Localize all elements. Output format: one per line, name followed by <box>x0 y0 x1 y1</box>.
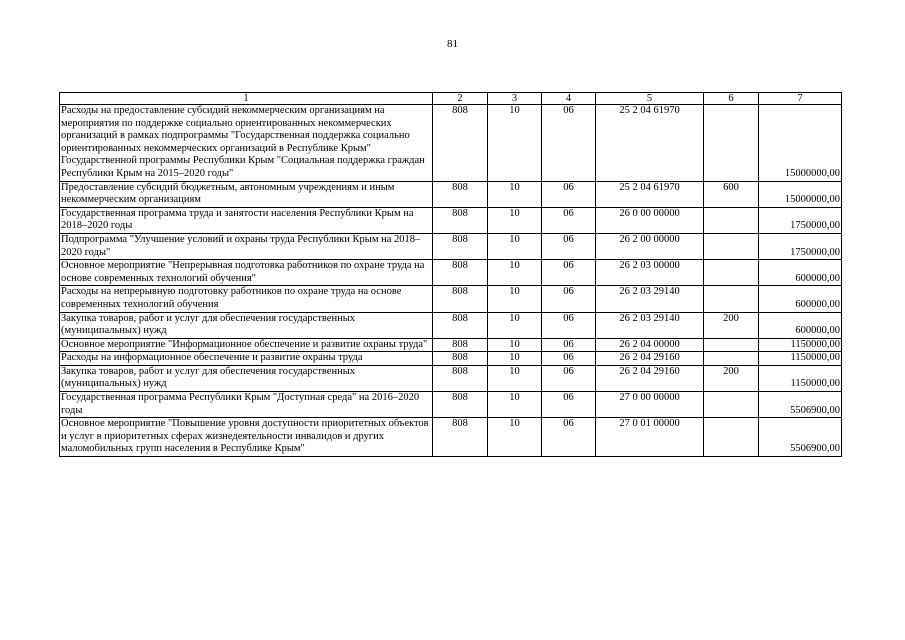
row-amount: 1750000,00 <box>759 233 842 259</box>
row-target-article: 26 2 00 00000 <box>596 233 704 259</box>
column-header: 2 <box>433 93 488 105</box>
row-amount: 15000000,00 <box>759 105 842 182</box>
row-description: Государственная программа труда и занятости населения Республики Крым на 2018–2020 годы <box>60 207 433 233</box>
table-row <box>60 352 842 366</box>
row-target-article: 26 2 04 29160 <box>596 365 704 391</box>
row-section: 10 <box>488 418 542 457</box>
row-subsection: 06 <box>542 312 596 338</box>
row-target-article: 26 2 03 29140 <box>596 286 704 312</box>
row-description: Предоставление субсидий бюджетным, автономным учреждениям и иным некоммерческим организациям <box>60 181 433 207</box>
row-section: 10 <box>488 286 542 312</box>
row-section: 10 <box>488 105 542 182</box>
row-description: Основное мероприятие "Непрерывная подготовка работников по охране труда на основе современных технологий обучения" <box>60 260 433 286</box>
row-amount: 600000,00 <box>759 286 842 312</box>
row-description: Расходы на информационное обеспечение и развитие охраны труда <box>60 352 433 366</box>
row-section: 10 <box>488 338 542 352</box>
row-code: 808 <box>433 105 488 182</box>
row-code: 808 <box>433 233 488 259</box>
row-section: 10 <box>488 207 542 233</box>
row-subsection: 06 <box>542 418 596 457</box>
table-row <box>60 365 842 391</box>
row-code: 808 <box>433 312 488 338</box>
row-target-article: 27 0 00 00000 <box>596 392 704 418</box>
page-number: 81 <box>447 38 458 50</box>
column-header: 5 <box>596 93 704 105</box>
row-subsection: 06 <box>542 260 596 286</box>
table-row <box>60 181 842 207</box>
row-description: Расходы на непрерывную подготовку работников по охране труда на основе современных технологий обучения <box>60 286 433 312</box>
row-expense-type <box>704 105 759 182</box>
column-header: 6 <box>704 93 759 105</box>
row-description: Подпрограмма "Улучшение условий и охраны труда Республики Крым на 2018–2020 годы" <box>60 233 433 259</box>
row-code: 808 <box>433 365 488 391</box>
row-amount: 1150000,00 <box>759 338 842 352</box>
row-code: 808 <box>433 181 488 207</box>
row-amount: 1150000,00 <box>759 365 842 391</box>
row-amount: 600000,00 <box>759 312 842 338</box>
row-expense-type <box>704 233 759 259</box>
table-row <box>60 207 842 233</box>
row-target-article: 26 2 03 29140 <box>596 312 704 338</box>
row-code: 808 <box>433 260 488 286</box>
row-amount: 5506900,00 <box>759 418 842 457</box>
row-subsection: 06 <box>542 207 596 233</box>
row-expense-type <box>704 207 759 233</box>
table-row <box>60 105 842 182</box>
header-row <box>60 93 842 105</box>
row-amount: 600000,00 <box>759 260 842 286</box>
column-header: 1 <box>60 93 433 105</box>
row-target-article: 26 2 03 00000 <box>596 260 704 286</box>
row-expense-type: 200 <box>704 365 759 391</box>
row-code: 808 <box>433 352 488 366</box>
column-header: 3 <box>488 93 542 105</box>
row-section: 10 <box>488 233 542 259</box>
row-expense-type <box>704 286 759 312</box>
row-description: Закупка товаров, работ и услуг для обеспечения государственных (муниципальных) нужд <box>60 365 433 391</box>
row-target-article: 26 2 04 00000 <box>596 338 704 352</box>
row-section: 10 <box>488 312 542 338</box>
row-subsection: 06 <box>542 105 596 182</box>
table-row <box>60 233 842 259</box>
row-subsection: 06 <box>542 286 596 312</box>
row-target-article: 27 0 01 00000 <box>596 418 704 457</box>
row-expense-type <box>704 260 759 286</box>
row-description: Расходы на предоставление субсидий некоммерческим организациям на мероприятия по поддержке социально ориентированных некоммерческих организаций в рамках подпрограммы "Государственная поддержка социально ориентированных некоммерческих организаций в Республике Крым" Государственной программы Республики Крым "Социальная поддержка граждан Республики Крым на 2015–2020 годы" <box>60 105 433 182</box>
row-subsection: 06 <box>542 392 596 418</box>
row-description: Основное мероприятие "Информационное обеспечение и развитие охраны труда" <box>60 338 433 352</box>
row-amount: 1750000,00 <box>759 207 842 233</box>
row-code: 808 <box>433 418 488 457</box>
row-subsection: 06 <box>542 233 596 259</box>
table-row <box>60 338 842 352</box>
row-section: 10 <box>488 181 542 207</box>
row-target-article: 25 2 04 61970 <box>596 105 704 182</box>
row-amount: 15000000,00 <box>759 181 842 207</box>
row-expense-type <box>704 352 759 366</box>
row-expense-type: 200 <box>704 312 759 338</box>
table-row <box>60 260 842 286</box>
row-expense-type: 600 <box>704 181 759 207</box>
table-row <box>60 286 842 312</box>
row-description: Основное мероприятие "Повышение уровня доступности приоритетных объектов и услуг в приоритетных сферах жизнедеятельности инвалидов и других маломобильных групп населения в Республике Крым" <box>60 418 433 457</box>
row-description: Закупка товаров, работ и услуг для обеспечения государственных (муниципальных) нужд <box>60 312 433 338</box>
row-expense-type <box>704 418 759 457</box>
row-code: 808 <box>433 207 488 233</box>
row-target-article: 25 2 04 61970 <box>596 181 704 207</box>
row-code: 808 <box>433 392 488 418</box>
row-code: 808 <box>433 338 488 352</box>
row-description: Государственная программа Республики Крым "Доступная среда" на 2016–2020 годы <box>60 392 433 418</box>
column-header: 7 <box>759 93 842 105</box>
row-section: 10 <box>488 260 542 286</box>
row-code: 808 <box>433 286 488 312</box>
row-expense-type <box>704 392 759 418</box>
budget-table <box>59 92 842 457</box>
table-row <box>60 418 842 457</box>
row-amount: 1150000,00 <box>759 352 842 366</box>
row-subsection: 06 <box>542 365 596 391</box>
row-expense-type <box>704 338 759 352</box>
column-header: 4 <box>542 93 596 105</box>
table-row <box>60 312 842 338</box>
row-section: 10 <box>488 352 542 366</box>
row-subsection: 06 <box>542 181 596 207</box>
row-subsection: 06 <box>542 338 596 352</box>
row-subsection: 06 <box>542 352 596 366</box>
row-section: 10 <box>488 365 542 391</box>
row-target-article: 26 0 00 00000 <box>596 207 704 233</box>
table-row <box>60 392 842 418</box>
row-section: 10 <box>488 392 542 418</box>
row-target-article: 26 2 04 29160 <box>596 352 704 366</box>
row-amount: 5506900,00 <box>759 392 842 418</box>
